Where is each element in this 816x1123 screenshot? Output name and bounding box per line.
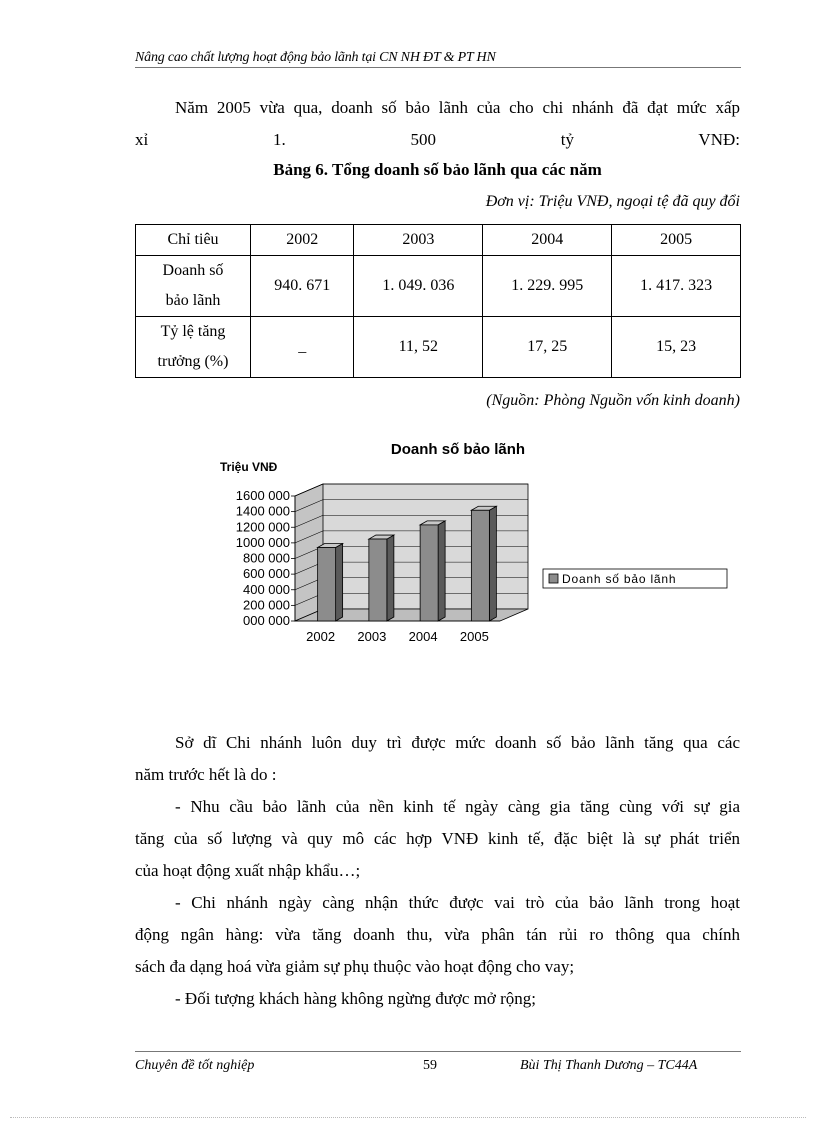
body-para-1-line-1: Sở dĩ Chi nhánh luôn duy trì được mức doanh số bảo lãnh tăng qua các	[175, 733, 740, 752]
bullet-2-line-2: động ngân hàng: vừa tăng doanh thu, vừa phân tán rủi ro thông qua chính	[135, 925, 740, 944]
bullet-2-line-3: sách đa dạng hoá vừa giảm sự phụ thuộc vào hoạt động cho vay;	[135, 957, 575, 976]
bullet-2-line-1: - Chi nhánh ngày càng nhận thức được vai trò của bảo lãnh trong hoạt	[175, 893, 740, 912]
revenue-bar-chart	[200, 432, 740, 662]
bar-side	[438, 521, 445, 621]
bar	[420, 525, 438, 621]
table-cell: 15, 23	[612, 317, 741, 378]
row-label	[136, 256, 251, 317]
legend-label: Doanh số bảo lãnh	[562, 572, 677, 586]
y-tick-label: 600 000	[243, 566, 290, 582]
header-cell: 2004	[483, 225, 612, 256]
revenue-table	[135, 224, 741, 378]
row-label-line: Tỷ lệ tăng	[160, 323, 226, 340]
intro-line-2: xỉ 1. 500 tỷ VNĐ:	[135, 130, 740, 149]
header-cell: 2003	[354, 225, 483, 256]
page-number: 59	[423, 1058, 437, 1073]
y-axis-label: Triệu VNĐ	[220, 460, 278, 474]
header-cell: Chỉ tiêu	[136, 225, 251, 256]
row-label-line: bảo lãnh	[165, 292, 221, 309]
table-cell: _	[251, 317, 354, 378]
row-label	[136, 317, 251, 378]
chart-title: Doanh số bảo lãnh	[390, 441, 526, 458]
bar	[318, 548, 336, 621]
table-header-row	[136, 225, 741, 256]
y-tick-label: 200 000	[243, 597, 290, 613]
y-tick-label: 1600 000	[235, 488, 290, 503]
header-cell: 2002	[251, 225, 354, 256]
table-row	[136, 256, 741, 317]
bar-side	[489, 506, 496, 621]
y-tick-label: 1200 000	[235, 519, 290, 535]
bullet-1-line-3: của hoạt động xuất nhập khẩu…;	[135, 861, 361, 880]
legend-swatch	[549, 574, 558, 583]
table-row	[136, 317, 741, 378]
table-unit: Đơn vị: Triệu VNĐ, ngoại tệ đã quy đổi	[485, 193, 740, 210]
table-cell: 1. 417. 323	[612, 256, 741, 317]
table-title: Bảng 6. Tổng doanh số bảo lãnh qua các năm	[273, 160, 602, 179]
bar-side	[336, 544, 343, 621]
y-tick-label: 400 000	[243, 581, 290, 597]
table-cell: 940. 671	[251, 256, 354, 317]
intro-line-1: Năm 2005 vừa qua, doanh số bảo lãnh của cho chi nhánh đã đạt mức xấp	[175, 98, 740, 117]
bullet-3-line-1: - Đối tượng khách hàng không ngừng được mở rộng;	[175, 989, 537, 1008]
x-tick-label: 2005	[459, 629, 489, 644]
footer-left: Chuyên đề tốt nghiệp	[135, 1058, 255, 1073]
footer-rule	[135, 1051, 741, 1052]
x-tick-label: 2004	[408, 629, 438, 644]
table-cell: 17, 25	[483, 317, 612, 378]
bullet-1-line-1: - Nhu cầu bảo lãnh của nền kinh tế ngày càng gia tăng cùng với sự gia	[175, 797, 740, 816]
x-tick-label: 2003	[357, 629, 387, 644]
x-tick-label: 2002	[306, 629, 336, 644]
header-cell: 2005	[612, 225, 741, 256]
y-tick-label: 1400 000	[235, 503, 290, 519]
header-rule	[135, 67, 741, 68]
page-bottom-border	[10, 1117, 806, 1118]
table-cell: 11, 52	[354, 317, 483, 378]
bar-side	[387, 535, 394, 621]
bar	[369, 539, 387, 621]
table-source: (Nguồn: Phòng Nguồn vốn kinh doanh)	[486, 392, 740, 409]
bullet-1-line-2: tăng của số lượng và quy mô các hợp VNĐ kinh tế, đặc biệt là sự phát triển	[135, 829, 740, 848]
table-cell: 1. 229. 995	[483, 256, 612, 317]
y-tick-label: 000 000	[243, 613, 290, 628]
bar	[471, 510, 489, 621]
body-para-1-line-2: năm trước hết là do :	[135, 765, 277, 784]
y-tick-label: 1000 000	[235, 534, 290, 550]
running-header: Nâng cao chất lượng hoạt động bảo lãnh tại CN NH ĐT & PT HN	[135, 50, 496, 65]
footer-right: Bùi Thị Thanh Dương – TC44A	[520, 1058, 698, 1073]
table-cell: 1. 049. 036	[354, 256, 483, 317]
row-label-line: Doanh số	[162, 262, 224, 279]
y-tick-label: 800 000	[243, 550, 290, 566]
row-label-line: trưởng (%)	[157, 353, 229, 370]
